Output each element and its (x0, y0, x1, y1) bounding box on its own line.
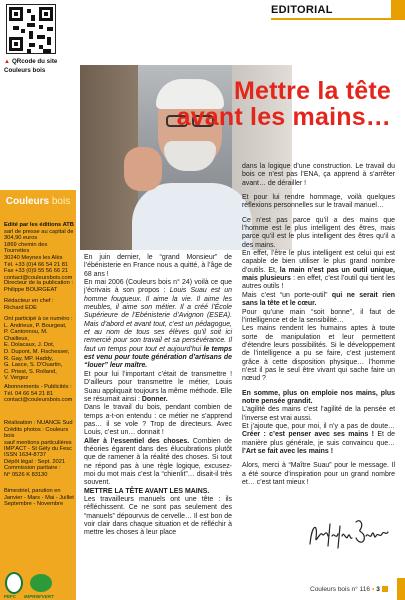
article-column-1: En juin dernier, le “grand Monsieur” de l’ébénisterie en France nous a quitté, à l’âge de 68 ans ! En mai 2006 (Couleurs bois n° 24) voilà ce que j’écrivais à son propos : Louis Suau est un homme fougueux. Il aime la vie. Il aime les meubles, il aime son métier. Il a créé l’École Supérieure de l’Ebénisterie d’Avignon (ESEA). Mais d’abord et avant tout, c’est un pédagogue, et au nom de tous ses élèves qu’il soit ici remercié pour son travail et sa persévérance. Il faut un temps pour tout et aujourd’hui le temps est venu pour toute génération d’artisans de “louer” leur maître. Et pour lui l’important c’était de transmettre ! D’ailleurs pour transmettre le métier, Louis Suau appliquait toujours la même méthode. Elle se résumait ainsi : Donner. Dans le travail du bois, pendant combien de temps a-t-on entendu : ce métier ne s’apprend pas… il se vole ? Trop de directeurs. Avec Louis, c’est un… donnait ! Aller à l’essentiel des choses. Combien de théories égarent dans des élucubrations plutôt que de ramener à la réalité des choses. Si tout ne répond pas à une règle logique, excusez-moi du mot mais c’est la “chienlit”… disait-il très souvent. METTRE LA TÊTE AVANT LES MAINS. Les travailleurs manuels ont une tête : ils réfléchissent. Ce ne sont pas seulement des “manuels” dépourvus de cervelle… Il est bon de voir clair dans chaque situation et de réfléchir à mettre les choses à leur place (84, 254, 233, 537)
certification-logos: PEFC IMPRIM'VERT (0, 572, 76, 600)
page-footer: Couleurs bois n° 116 • 3 (310, 586, 388, 593)
qr-caption: ▲ QRcode du site Couleurs bois (4, 58, 58, 74)
page-title: Mettre la tête avant les mains… (176, 77, 391, 131)
subscriptions-block: Abonnements - Publicités : Tél. 04 66 54 21 81 contact@couleursbois.com (4, 384, 73, 404)
director-block: Directeur de la publication : Philippe BOURGEAT (4, 280, 73, 293)
handwritten-signature (306, 514, 392, 554)
editor-block: Rédacteur en chef : Richard EDE (4, 298, 54, 311)
triangle-up-icon: ▲ (4, 59, 10, 65)
masthead-sidebar (0, 190, 76, 600)
publisher-block: Edité par les éditions ATB sarl de presse au capital de 304,90 euros 1869 chemin des Tourrettes 30240 Meynes les Alès Tél. +33 (0)4 66 54 21 81 Fax +33 (0)9 55 56 66 21 contact@couleursbois.com (4, 222, 74, 281)
registration-block: ISSN 1634-8737 Dépôt légal : Sept. 2021 Commission paritaire : N° 0526 K 83130 (4, 452, 66, 478)
masthead-title: Couleurs bois (5, 196, 71, 207)
page-marker-icon (382, 586, 388, 592)
production-block: Réalisation : NUANCE Sud Crédits photos : Couleurs bois sauf mentions particulières IMP'ACT - St Gély du Fesc (4, 420, 73, 453)
corner-tab (397, 578, 405, 600)
section-header (271, 4, 405, 20)
section-label: EDITORIAL (271, 4, 333, 16)
frequency-block: Bimestriel, parution en Janvier - Mars - Mai - Juillet Septembre - Novembre (4, 488, 74, 508)
pefc-logo-icon (5, 572, 23, 594)
qr-code-icon[interactable] (6, 4, 56, 54)
section-tab-marker (391, 0, 405, 18)
imprim-vert-logo-icon (30, 574, 52, 592)
contributors-block: Ont participé à ce numéro : L. Andrieux, P. Bourgeat, P. Cantonnou, M. Chailleux, E. Dolacaux, J. Dot, D. Dupont, M. Fischesser, R. Gay, MP. Haddy, G. Lasce, S. D'Ouartin, C. Priest, S. Rolland, V. Vergez (4, 316, 73, 382)
article-column-2: dans la logique d’une construction. Le travail du bois ce n’est pas l’ENA, ça apprend à s’arrêter avant… de dérailler ! Et pour lui rendre hommage, voilà quelques réflexions personnelles sur le travail manuel… Ce n’est pas parce qu’il a des mains que l’homme est le plus intelligent des êtres, mais parce qu’il est le plus intelligent des êtres qu’il a des mains. En effet, l’être le plus intelligent est celui qui est capable de bien utiliser le plus grand nombre d’outils. Et, la main n’est pas un outil unique, mais plusieurs : en effet, c’est l’outil qui tient les autres outils ! Mais c’est “un porte-outil” qui ne serait rien sans la tête et le cœur. Pour qu’une main “soit bonne”, il faut de l’intelligence et de la sensibilité… Les mains rendent les humains aptes à toute sorte de manipulation et leur permettent d’étendre leurs possibilités. Si le développement de l’intelligence a pu se faire, c’est justement grâce à cette disposition physique… l’homme n’est il pas le seul être vivant qui sache faire un nœud ? En somme, plus on emploie nos mains, plus notre pensée grandit. L’agilité des mains c’est l’agilité de la pensée et l’inverse est vrai aussi. Et j’ajoute que, pour moi, il n’y a pas de doute… Créer : c’est penser avec ses mains ! Et de manière plus générale, je suis convaincu que… l’Art se fait avec les mains ! Alors, merci à “Maître Suau” pour le message. Il a été source d’inspiration pour un grand nombre et… c’est tant mieux ! (242, 163, 395, 487)
